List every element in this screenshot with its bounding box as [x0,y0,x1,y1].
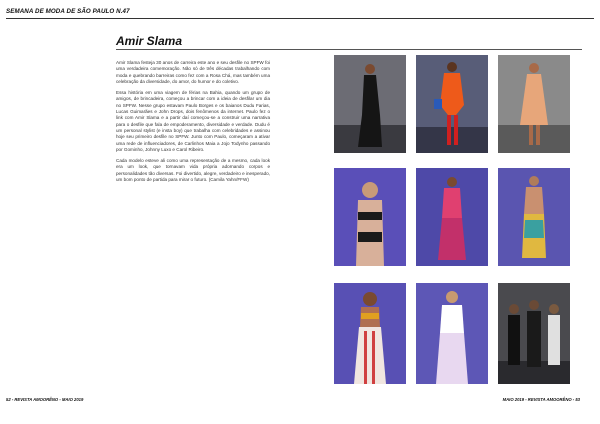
footer-left: 52 - REVISTA AMOORÊNO - MAIO 2019 [6,397,84,402]
article-title: Amir Slama [116,34,183,48]
runway-photo [416,283,488,384]
runway-photo-image [498,168,570,266]
runway-photo-image [416,55,488,153]
runway-photo-image [334,55,406,153]
runway-photo [416,55,488,153]
runway-photo-image [334,283,406,384]
runway-photo [498,168,570,266]
runway-photo [416,168,488,266]
runway-photo-image [498,283,570,384]
header-rule [6,18,594,19]
runway-photo [334,283,406,384]
paragraph: Amir Slama festeja 30 anos de carreira este ano e seu desfile no SPFW foi uma verdadeira comemoração. Não só de três décadas trabalhando com moda e quebrando barreiras como fez com a Rosa Chá, mas também uma celebração da diversidade, do amor, do humor e do coletivo. [116,60,270,84]
runway-photo [498,283,570,384]
runway-photo [498,55,570,153]
running-head: SEMANA DE MODA DE SÃO PAULO N.47 [6,8,130,15]
runway-photo-image [498,55,570,153]
runway-photo [334,168,406,266]
article-body [116,60,270,188]
footer-right: MAIO 2019 - REVISTA AMOORÊNO - 53 [502,397,580,402]
runway-photo-image [416,168,488,266]
runway-photo-image [334,168,406,266]
runway-photo-image [416,283,488,384]
title-rule [116,49,582,50]
runway-photo [334,55,406,153]
paragraph: Essa história em uma viagem de férias na Bahia, quando um grupo de amigos, de brincadeira, começou a brincar com a ideia de desfilar um dia no SPFW. Nesse grupo estavam Paulo Borges e os baianos Dudu Farias, Lucas Guimarães e John Drops, dois fenômenos da internet. Paulo fez o link com Amir Slama e a partir daí começou-se a construir uma narrativa para o desfile que fala de empoderamento, diversidade e verdade. Dudu é um personal stylist (e insta boy) que trabalha com celebridades e assinou hoje seu primeiro desfile no SPFW. Junto com Paulo, começaram a ativar uma rede de influenciadores, de Carlinhos Maia a Jojo Todynho passando por Gominho, Johnny Luxo e Carol Ribeiro. [116,90,270,152]
paragraph: Cada modelo esteve ali como uma representação de a mesmo, cada look era um look, que tornavam vida própria adornando corpos e personalidades tão diversas. Foi divertido, alegre, verdadeiro e inesperado, um bom ponto de partida para mirar o futuro. (Camila Yahn/FFW) [116,158,270,183]
